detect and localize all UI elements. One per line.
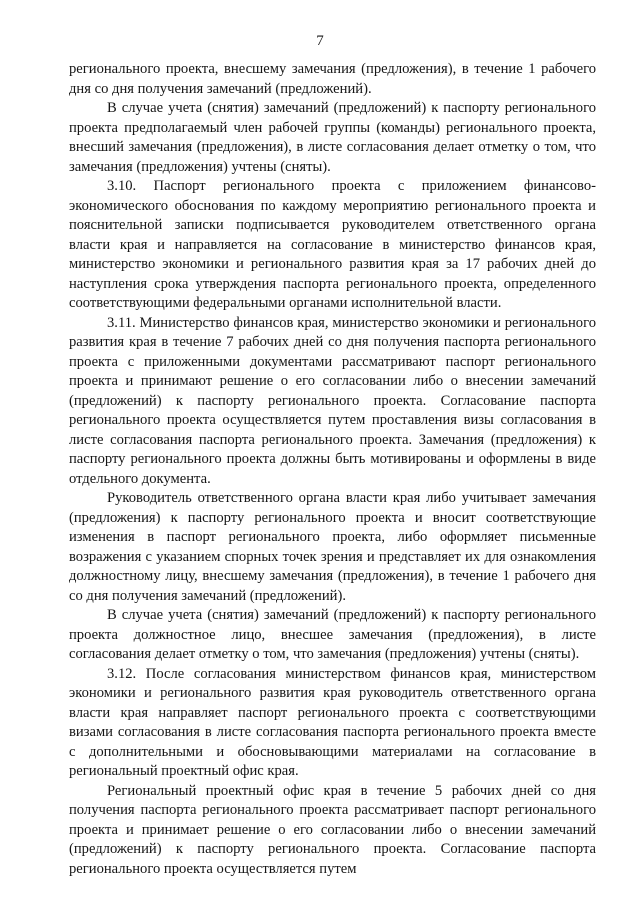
- paragraph-continuation: регионального проекта, внесшему замечания (предложения), в течение 1 рабочего дня со дня получения замечаний (предложений).: [69, 61, 596, 97]
- paragraph-3-11: 3.11. Министерство финансов края, министерство экономики и регионального развития края в течение 7 рабочих дней со дня получения паспорта регионального проекта с приложенными документами рассматривают паспорт регионального проекта и принимают решение о его согласовании либо о внесении замечаний (предложений) к паспорту регионального проекта. Согласование паспорта регионального проекта осуществляется путем проставления визы согласования в листе согласования паспорта регионального проекта. Замечания (предложения) к паспорту регионального проекта должны быть мотивированы и оформлены в виде отдельного документа.: [69, 314, 596, 487]
- paragraph-3-12: 3.12. После согласования министерством финансов края, министерством экономики и регионального развития края руководитель ответственного органа власти края направляет паспорт регионального проекта с соответствующими визами согласования в листе согласования паспорта регионального проекта вместе с дополнительными и обосновывающими материалами на согласование в региональный проектный офис края.: [69, 665, 596, 779]
- page-number: 7: [316, 33, 324, 49]
- document-body: [69, 60, 596, 879]
- paragraph-official-remarks: В случае учета (снятия) замечаний (предложений) к паспорту регионального проекта должностное лицо, внесшее замечания (предложения), в листе согласования делает отметку о том, что замечания (предложения) учтены (сняты).: [69, 607, 596, 662]
- paragraph-project-office: Региональный проектный офис края в течение 5 рабочих дней со дня получения паспорта регионального проекта рассматривает паспорт регионального проекта и принимает решение о его согласовании либо о внесении замечаний (предложений) к паспорту регионального проекта. Согласование паспорта регионального проекта осуществляется путем: [69, 782, 596, 877]
- paragraph-remarks-accounting: В случае учета (снятия) замечаний (предложений) к паспорту регионального проекта предполагаемый член рабочей группы (команды) регионального проекта, внесший замечания (предложения), в листе согласования делает отметку о том, что замечания (предложения) учтены (сняты).: [69, 100, 596, 175]
- paragraph-3-10: 3.10. Паспорт регионального проекта с приложением финансово-экономического обоснования по каждому мероприятию регионального проекта и пояснительной записки подписывается руководителем ответственного органа власти края и направляется на согласование в министерство финансов края, министерство экономики и регионального развития края за 17 рабочих дней до наступления срока утверждения паспорта регионального проекта, определенного соответствующими федеральными органами исполнительной власти.: [69, 178, 596, 311]
- paragraph-head-of-authority: Руководитель ответственного органа власти края либо учитывает замечания (предложения) к паспорту регионального проекта и вносит соответствующие изменения в паспорт регионального проекта, либо оформляет письменные возражения с указанием спорных точек зрения и представляет их для ознакомления должностному лицу, внесшему замечания (предложения), в течение 1 рабочего дня со дня получения замечаний (предложений).: [69, 490, 596, 604]
